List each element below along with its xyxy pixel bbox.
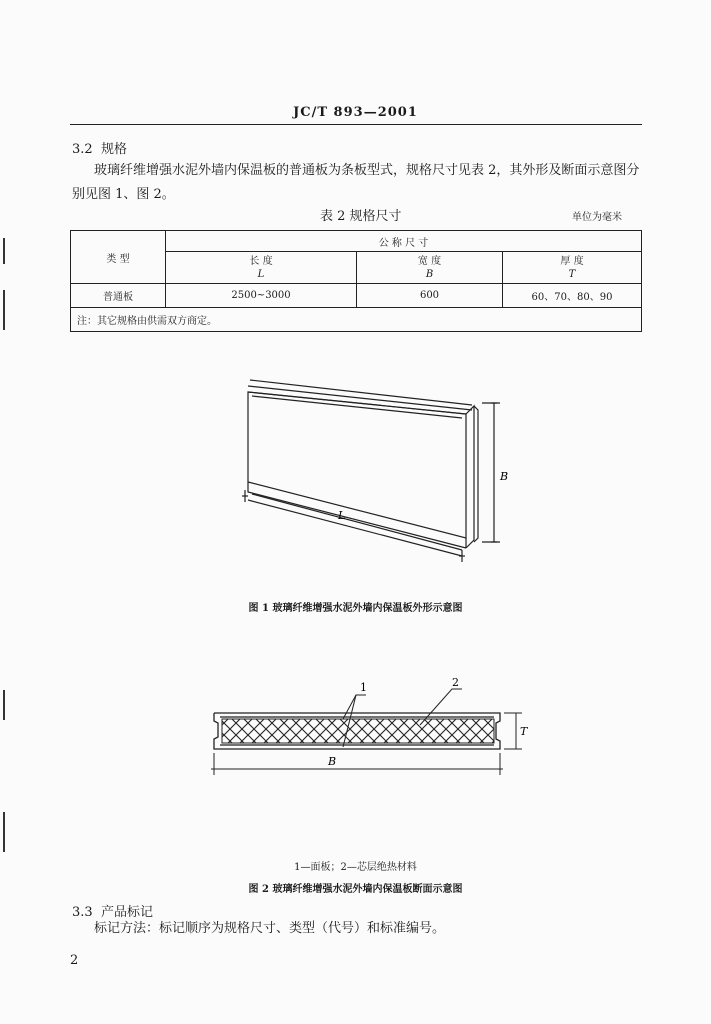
figure-2-label-T: T (520, 725, 528, 738)
header-nominal-size: 公 称 尺 寸 (166, 231, 642, 252)
section-3-2-paragraph-line1: 玻璃纤维增强水泥外墙内保温板的普通板为条板型式，规格尺寸见表 2，其外形及断面示意图分 (94, 163, 640, 178)
header-length (166, 252, 357, 284)
section-number: 3.2 (72, 142, 93, 157)
header-type: 类 型 (71, 231, 166, 284)
scan-margin-mark (3, 238, 5, 264)
header-thickness-symbol: T (568, 268, 576, 280)
header-width-name: 宽 度 (417, 255, 442, 267)
cell-width: 600 (357, 284, 503, 308)
figure-1-panel-drawing (230, 370, 520, 570)
figure-1-caption: 图 1 玻璃纤维增强水泥外墙内保温板外形示意图 (248, 603, 463, 614)
cell-thickness: 60、70、80、90 (503, 284, 642, 308)
section-title: 产品标记 (100, 905, 153, 920)
section-title: 规格 (100, 142, 127, 157)
table-unit: 单位为毫米 (572, 212, 622, 223)
figure-1-label-L: L (338, 509, 346, 522)
standard-code-header: JC/T 893—2001 (293, 105, 418, 120)
section-3-3-paragraph: 标记方法：标记顺序为规格尺寸、类型（代号）和标准编号。 (94, 921, 446, 936)
scan-margin-mark (3, 690, 5, 720)
section-3-2-paragraph-line2: 别见图 1、图 2。 (72, 187, 175, 202)
spec-table (70, 230, 642, 332)
scan-margin-mark (3, 812, 5, 852)
section-number: 3.3 (72, 905, 93, 920)
figure-2-legend: 1—面板；2—芯层绝热材料 (294, 862, 417, 873)
figure-2-label-2: 2 (452, 676, 459, 689)
table-note: 注：其它规格由供需双方商定。 (71, 308, 642, 332)
header-length-name: 长 度 (249, 255, 273, 267)
section-3-2-heading (72, 138, 127, 157)
figure-2-section-drawing (200, 675, 530, 780)
scan-margin-mark (3, 290, 5, 330)
header-thickness (503, 252, 642, 284)
page-number: 2 (70, 953, 79, 968)
figure-2-caption: 图 2 玻璃纤维增强水泥外墙内保温板断面示意图 (248, 884, 463, 895)
header-length-symbol: L (257, 268, 265, 280)
header-width (357, 252, 503, 284)
figure-2-label-1: 1 (360, 681, 367, 694)
figure-2-label-B: B (328, 755, 337, 768)
cell-type: 普通板 (71, 284, 166, 308)
header-thickness-name: 厚 度 (560, 255, 584, 267)
table-caption: 表 2 规格尺寸 (320, 209, 402, 224)
table-row (71, 284, 642, 308)
header-rule (70, 124, 642, 125)
cell-length: 2500~3000 (166, 284, 357, 308)
header-width-symbol: B (425, 268, 434, 280)
figure-1-label-B: B (500, 470, 509, 483)
